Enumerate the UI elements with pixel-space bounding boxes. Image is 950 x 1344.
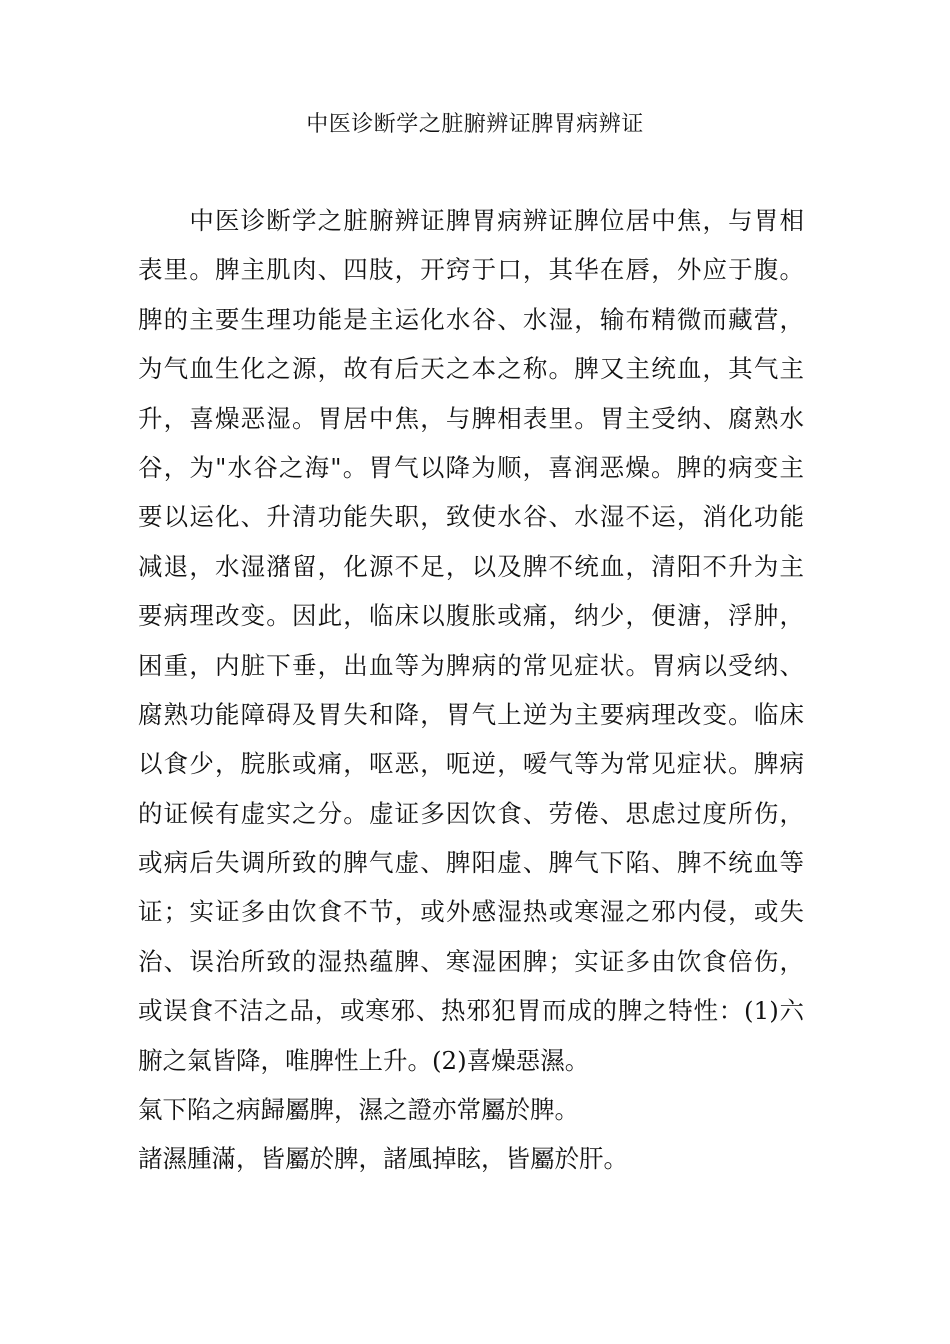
- body-line: 减退，水湿潴留，化源不足，以及脾不统血，清阳不升为主: [138, 551, 804, 581]
- body-line: 谷，为"水谷之海"。胃气以降为顺，喜润恶燥。脾的病变主: [138, 452, 804, 482]
- body-line: 氣下陷之病歸屬脾，濕之證亦常屬於脾。: [138, 1095, 579, 1125]
- body-line: 諸濕腫滿，皆屬於脾，諸風掉眩，皆屬於肝。: [138, 1144, 628, 1174]
- body-line: 腑之氣皆降，唯脾性上升。(2)喜燥惡濕。: [138, 1045, 590, 1075]
- body-line: 要病理改变。因此，临床以腹胀或痛，纳少，便溏，浮肿，: [138, 601, 804, 631]
- body-line: 为气血生化之源，故有后天之本之称。脾又主统血，其气主: [138, 354, 804, 384]
- body-line: 证；实证多由饮食不节，或外感湿热或寒湿之邪内侵，或失: [138, 897, 804, 927]
- body-line: 要以运化、升清功能失职，致使水谷、水湿不运，消化功能: [138, 502, 804, 532]
- body-line: 的证候有虚实之分。虚证多因饮食、劳倦、思虑过度所伤，: [138, 798, 804, 828]
- body-line: 表里。脾主肌肉、四肢，开窍于口，其华在唇，外应于腹。: [138, 255, 804, 285]
- body-line: 腐熟功能障碍及胃失和降，胃气上逆为主要病理改变。临床: [138, 699, 804, 729]
- body-line: 中医诊断学之脏腑辨证脾胃病辨证脾位居中焦，与胃相: [138, 206, 804, 235]
- body-line: 升，喜燥恶湿。胃居中焦，与脾相表里。胃主受纳、腐熟水: [138, 403, 804, 433]
- body-line: 或病后失调所致的脾气虚、脾阳虚、脾气下陷、脾不统血等: [138, 848, 804, 878]
- document-title: 中医诊断学之脏腑辨证脾胃病辨证: [306, 112, 644, 137]
- body-line: 或误食不洁之品，或寒邪、热邪犯胃而成的脾之特性：(1)六: [138, 996, 804, 1026]
- body-line: 以食少，脘胀或痛，呕恶，呃逆，嗳气等为常见症状。脾病: [138, 749, 804, 779]
- document-body: [138, 196, 804, 1184]
- body-line: 困重，内脏下垂，出血等为脾病的常见症状。胃病以受纳、: [138, 650, 804, 680]
- body-line: 脾的主要生理功能是主运化水谷、水湿，输布精微而藏营，: [138, 304, 804, 334]
- body-line: 治、误治所致的湿热蕴脾、寒湿困脾；实证多由饮食倍伤，: [138, 946, 804, 976]
